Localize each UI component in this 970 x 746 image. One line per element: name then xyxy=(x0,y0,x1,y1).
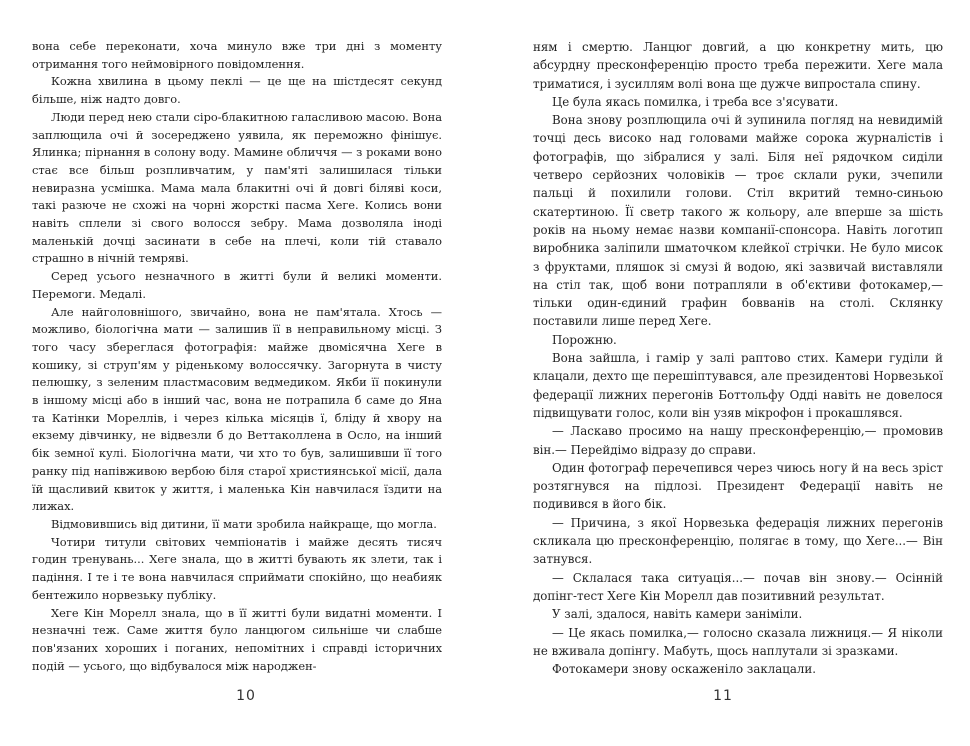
paragraph: — Склалася така ситуація...— почав він знову.— Осінній допінг-тест Хеге Кін Морелл дав позитивний результат. xyxy=(533,570,943,603)
paragraph: Але найголовнішого, звичайно, вона не пам'ятала. Хтось — можливо, біологічна мати — залишив її в неправильному місці. З того часу збереглася фотографія: майже двомісячна Хеге в кошику, зі струп'ям у ріденькому волоссячку. Загорнута в чисту пелюшку, з зеленим пластмасовим ведмедиком. Якби її покинули в іншому місці або в інший час, вона не потрапила б саме до Яна та Катінки Мореллів, і через кілька місяців ї, бліду й хвору на екзему дівчинку, не відвезли б до Веттаколлена в Осло, на інший бік земної кулі. Біологічна мати, чи хто то був, залишивши її того ранку під напівживою вербою біля старої християнської місії, дала їй щасливий квиток у життя, і маленька Кін навчилася їздити на лижах. xyxy=(32,304,442,514)
paragraph: Це була якась помилка, і треба все з'ясувати. xyxy=(552,94,839,109)
paragraph: Вона знову розплющила очі й зупинила погляд на невидимій точці десь високо над головами майже сорока журналістів і фотографів, що зібралися у залі. Біля неї рядочком сиділи четверо серйозних чоловіків — троє склали руки, зчепили пальці й похилили голови. Стіл вкритий темно-синьою скатертиною. Її светр такого ж кольору, але вперше за шість років на ньому немає назви компанії-спонсора. Навіть логотип виробника заліпили шматочком клейкої стрічки. Не було мисок з фруктами, пляшок зі смузі й водою, які зазвичай виставляли на стіл так, щоб вони потрапляли в об'єктиви фотокамер,— тільки один-єдиний графин бовванів на столі. Склянку поставили лише перед Хеге. xyxy=(533,113,943,329)
paragraph: — Причина, з якої Норвезька федерація лижних перегонів скликала цю пресконференцію, полягає в тому, що Хеге...— Він затнувся. xyxy=(533,515,943,567)
left-page-number: 10 xyxy=(236,688,256,704)
paragraph: Один фотограф перечепився через чиюсь ногу й на весь зріст розтягнувся на підлозі. Президент Федерації навіть не подивився в його бік. xyxy=(533,460,943,512)
paragraph: Кожна хвилина в цьому пеклі — це ще на шістдесят секунд більше, ніж надто довго. xyxy=(32,74,442,107)
left-page-text xyxy=(32,38,442,675)
paragraph: У залі, здалося, навіть камери заніміли. xyxy=(552,607,803,622)
right-page-text xyxy=(533,38,943,678)
paragraph: вона себе переконати, хоча минуло вже три дні з моменту отримання того неймовірного повідомлення. xyxy=(32,39,442,71)
paragraph: Відмовившись від дитини, її мати зробила найкраще, що могла. xyxy=(51,516,437,531)
paragraph: Порожню. xyxy=(552,332,617,347)
paragraph: Вона зайшла, і гамір у залі раптово стих. Камери гуділи й клацали, дехто ще перешіптувався, але президентові Норвезької федерації лижних перегонів Боттольфу Одді навіть не довелося підвищувати голос, коли він узяв мікрофон і прокашлявся. xyxy=(533,351,943,420)
paragraph: Хеге Кін Морелл знала, що в її житті були видатні моменти. І незначні теж. Саме життя було ланцюгом сильніше чи слабше пов'язаних хороших і поганих, непомітних і справді історичних подій — усього, що відбувалося між народжен- xyxy=(32,605,442,673)
paragraph: Серед усього незначного в житті були й великі моменти. Перемоги. Медалі. xyxy=(32,269,442,301)
right-page-number: 11 xyxy=(713,688,733,704)
paragraph: Фотокамери знову оскаженіло заклацали. xyxy=(552,662,817,677)
paragraph: Чотири титули світових чемпіонатів і майже десять тисяч годин тренувань... Хеге знала, що в житті бувають як злети, так і падіння. І те і те вона навчилася сприймати спокійно, що неабияк бентежило норвезьку публіку. xyxy=(32,534,442,602)
paragraph: — Це якась помилка,— голосно сказала лижниця.— Я ніколи не вживала допінгу. Мабуть, щось наплутали зі зразками. xyxy=(533,625,943,658)
paragraph: Люди перед нею стали сіро-блакитною галасливою масою. Вона заплющила очі й зосереджено уявила, як переможно фінішує. Ялинка; пірнання в солону воду. Мамине обличчя — з роками воно стає все більш розпливчатим, у пам'яті залишилася тільки невиразна усмішка. Мама мала блакитні очі й довгі біляві коси, такі разюче не схожі на чорні жорсткі пасма Хеге. Колись вони навіть сплели зі свого волосся зебру. Мама дозволяла іноді маленькій дочці засинати в себе на плечі, коли тій ставало страшно в нічній темряві. xyxy=(32,109,442,266)
paragraph: ням і смертю. Ланцюг довгий, а цю конкретну мить, цю абсурдну пресконференцію просто треба пережити. Хеге мала триматися, і зусиллям волі вона ще дужче випростала спину. xyxy=(533,40,943,91)
paragraph: — Ласкаво просимо на нашу пресконференцію,— промовив він.— Перейдімо відразу до справи. xyxy=(533,424,943,457)
